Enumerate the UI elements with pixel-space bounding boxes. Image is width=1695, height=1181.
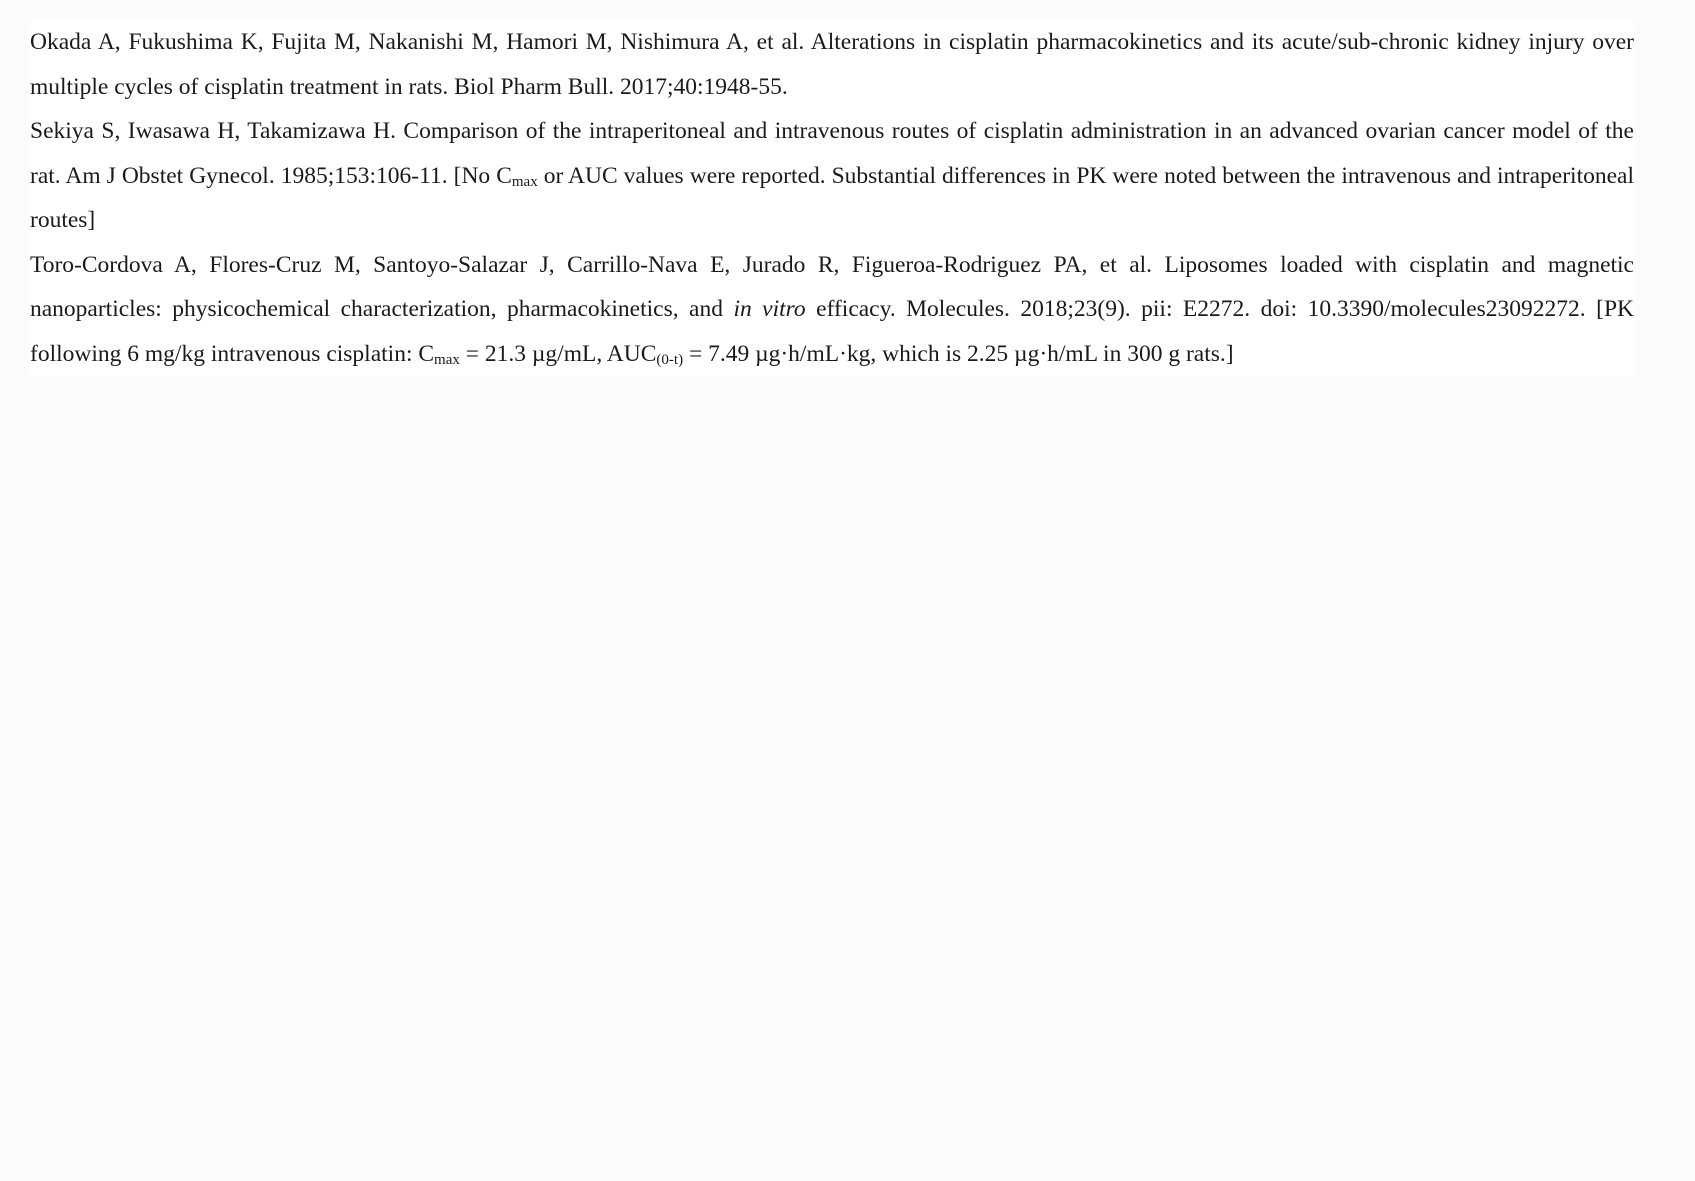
cmax-subscript: max bbox=[511, 173, 538, 190]
reference-toro-text-pre: Toro-Cordova A, Flores-Cruz M, Santoyo-Salazar J, Carrillo-Nava E, Jurado R, Figueroa-Rodriguez PA, et al. Liposomes loaded with cisplatin and magnetic nanoparticles: physicochemical characterization, pharmacokinetics, and bbox=[30, 251, 1634, 322]
reference-sekiya-text-pre: Sekiya S, Iwasawa H, Takamizawa H. Comparison of the intraperitoneal and intravenous routes of cisplatin administration in an advanced ovarian cancer model of the rat. Am J Obstet Gynecol. 1985;153:106-11. [No C bbox=[30, 118, 1634, 189]
reference-toro-text-mid2: = 21.3 µg/mL, AUC bbox=[459, 340, 657, 367]
in-vitro-italic: in vitro bbox=[733, 296, 806, 322]
cmax-subscript: max bbox=[434, 351, 460, 368]
reference-toro-text-post: = 7.49 µg·h/mL·kg, which is 2.25 µg·h/mL in 300 g rats.] bbox=[683, 340, 1234, 367]
reference-sekiya-text-post: or AUC values were reported. Substantial differences in PK were noted between the intravenous and intraperitoneal routes] bbox=[30, 162, 1634, 233]
auc-subscript: (0-t) bbox=[656, 351, 684, 368]
reference-okada-text: Okada A, Fukushima K, Fujita M, Nakanishi M, Hamori M, Nishimura A, et al. Alterations in cisplatin pharmacokinetics and its acute/sub-chronic kidney injury over multiple cycles of cisplatin treatment in rats. Biol Pharm Bull. 2017;40:1948-55. bbox=[30, 29, 1634, 100]
reference-okada bbox=[30, 20, 1634, 109]
reference-sekiya bbox=[30, 109, 1634, 243]
reference-list bbox=[30, 20, 1634, 376]
reference-toro-text-mid: efficacy. Molecules. 2018;23(9). pii: E2272. doi: 10.3390/molecules23092272. [PK following 6 mg/kg intravenous cisplatin: C bbox=[30, 296, 1634, 367]
reference-toro-cordova bbox=[30, 243, 1634, 377]
